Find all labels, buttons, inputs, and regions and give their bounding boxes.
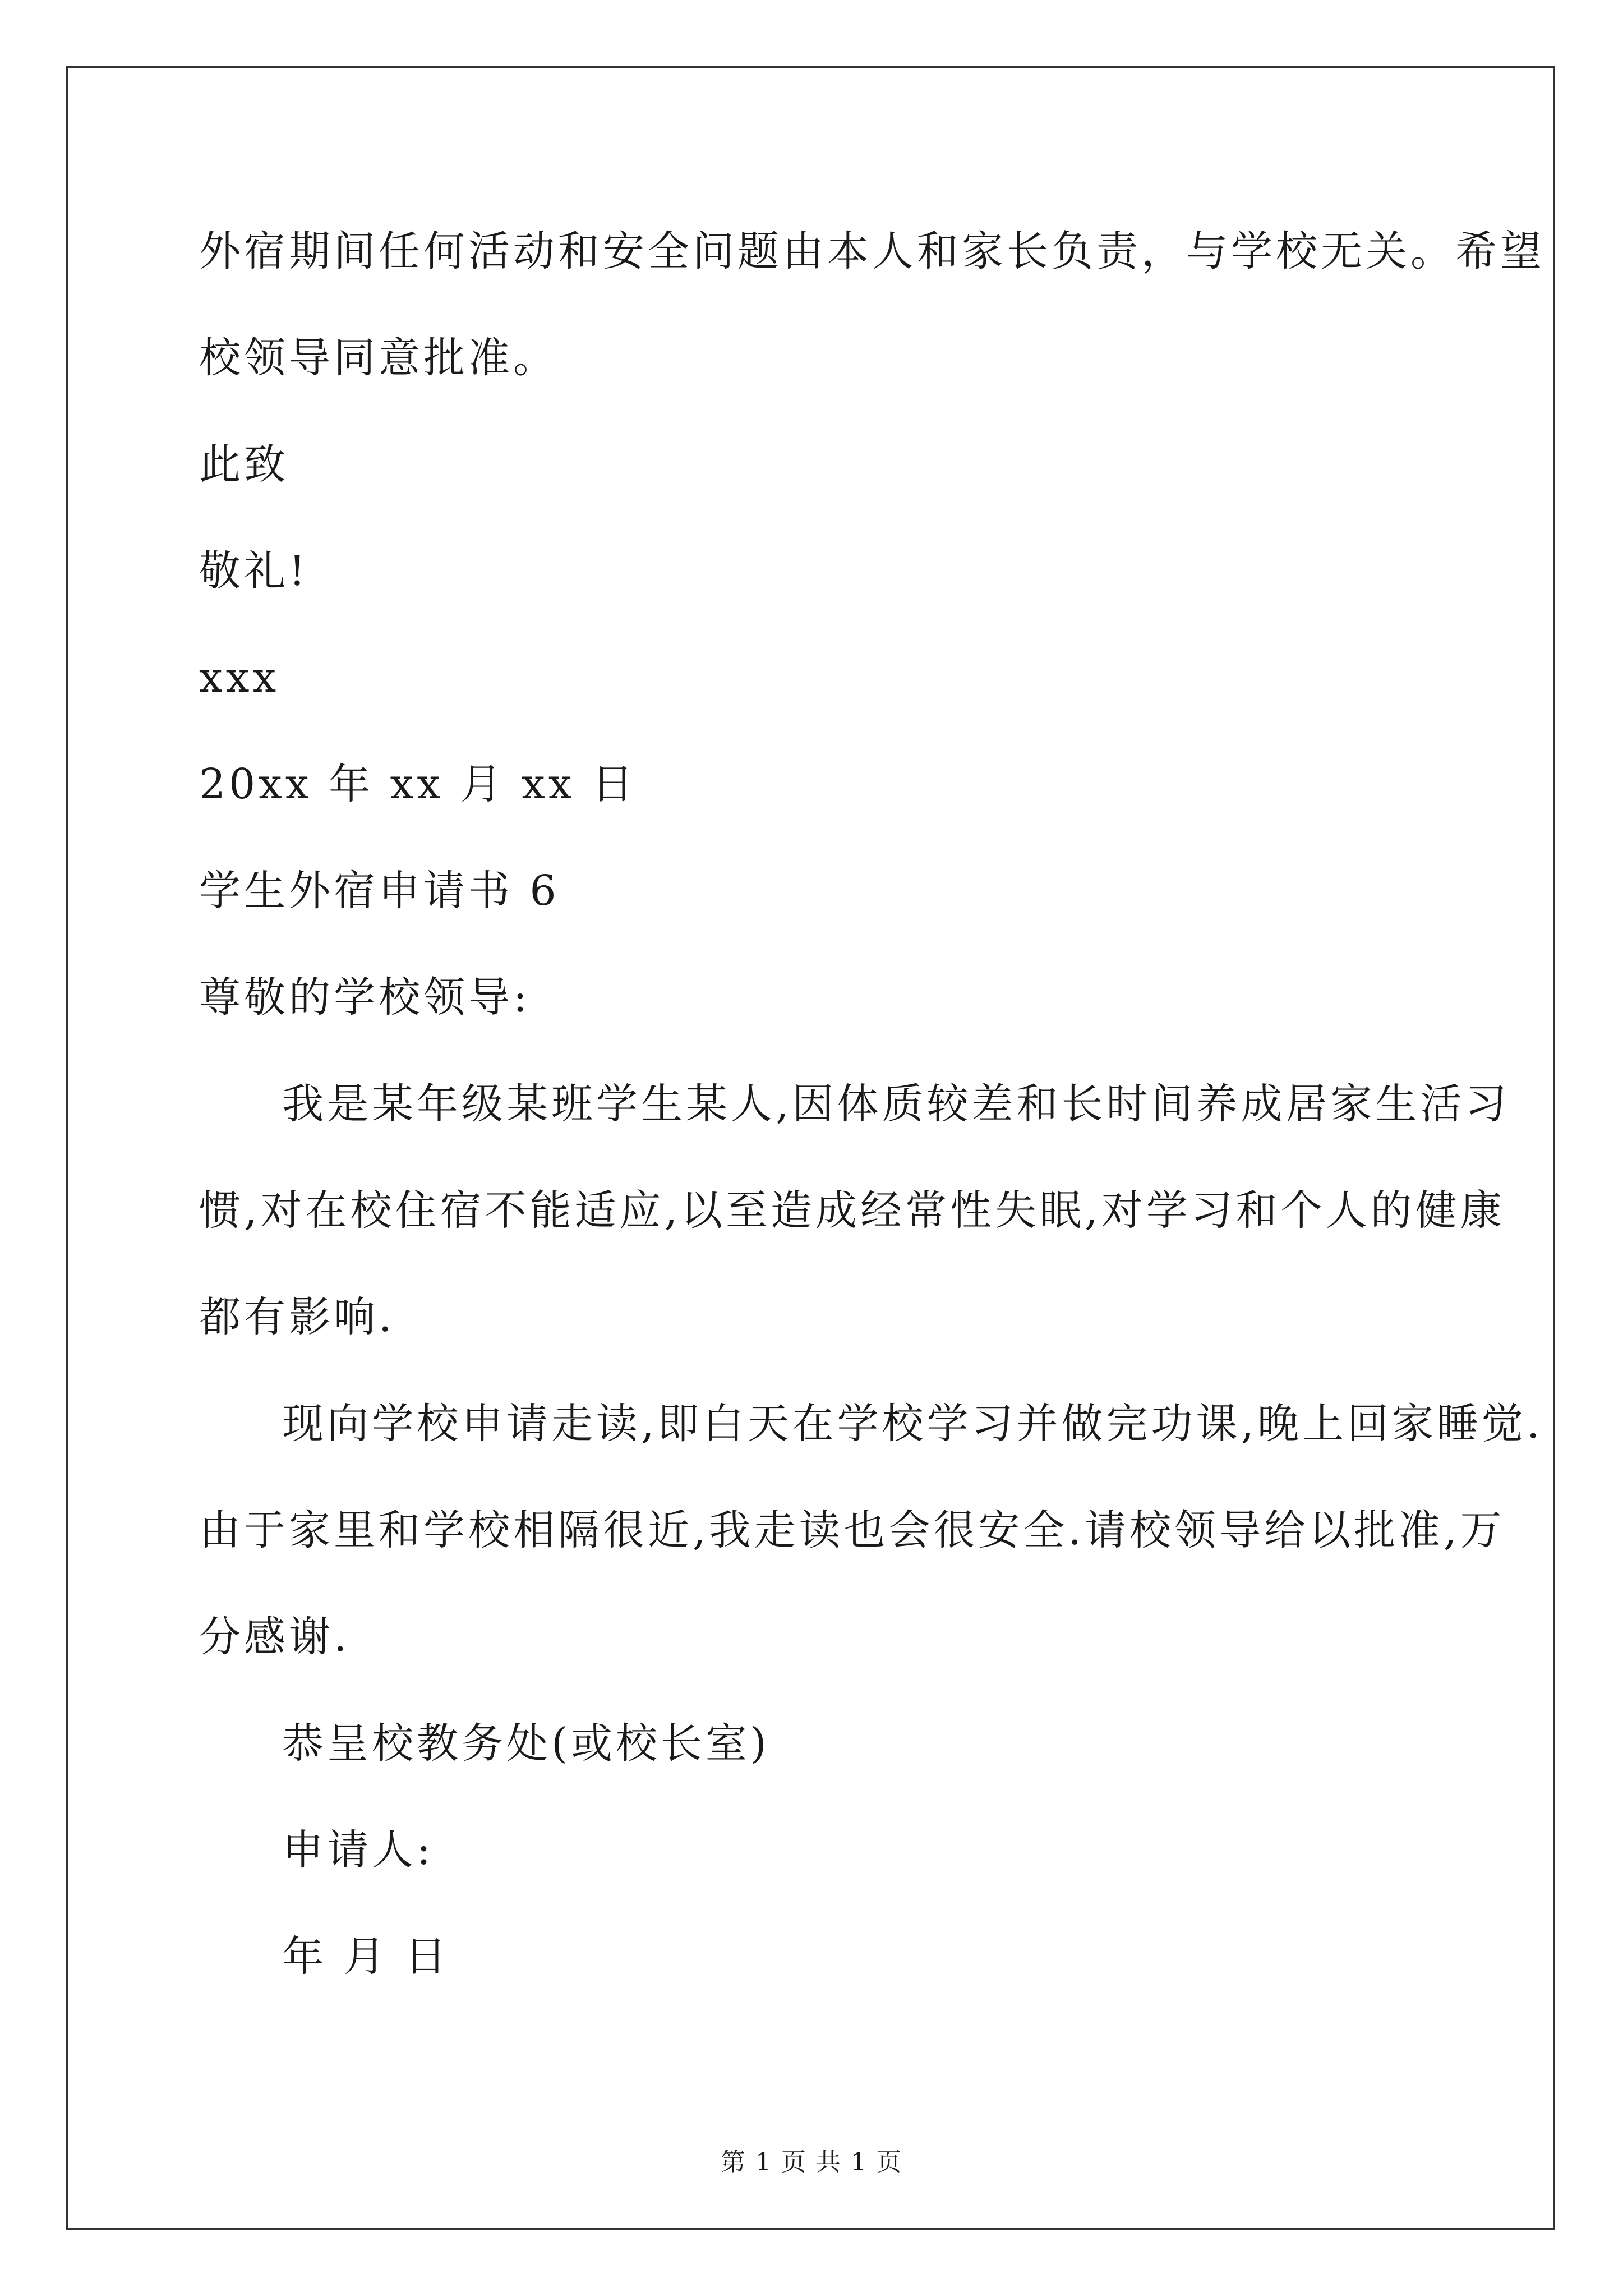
body-line: 惯,对在校住宿不能适应,以至造成经常性失眠,对学习和个人的健康 bbox=[199, 1186, 1505, 1235]
page-border bbox=[66, 66, 1555, 2230]
body-line: 分感谢. bbox=[199, 1613, 351, 1661]
body-line: 都有影响. bbox=[199, 1293, 395, 1341]
section-title: 学生外宿申请书 6 bbox=[199, 867, 560, 915]
addressee-line: 恭呈校教务处(或校长室) bbox=[282, 1719, 770, 1768]
signature-name: xxx bbox=[199, 654, 280, 702]
body-line: 我是某年级某班学生某人,因体质较差和长时间养成居家生活习 bbox=[282, 1080, 1510, 1128]
body-line: 现向学校申请走读,即白天在学校学习并做完功课,晚上回家睡觉. bbox=[282, 1400, 1543, 1448]
applicant-label: 申请人: bbox=[282, 1826, 434, 1874]
signature-date: 20xx 年 xx 月 xx 日 bbox=[199, 760, 637, 808]
page-footer: 第 1 页 共 1 页 bbox=[721, 2148, 902, 2177]
closing-salutation: 此致 bbox=[199, 440, 289, 489]
date-placeholder: 年 月 日 bbox=[282, 1932, 450, 1981]
closing-regards: 敬礼! bbox=[199, 547, 309, 595]
body-line: 外宿期间任何活动和安全问题由本人和家长负责，与学校无关。希望 bbox=[199, 227, 1545, 275]
salutation: 尊敬的学校领导: bbox=[199, 973, 531, 1022]
body-line: 校领导同意批准。 bbox=[199, 334, 558, 382]
body-line: 由于家里和学校相隔很近,我走读也会很安全.请校领导给以批准,万 bbox=[199, 1506, 1505, 1554]
